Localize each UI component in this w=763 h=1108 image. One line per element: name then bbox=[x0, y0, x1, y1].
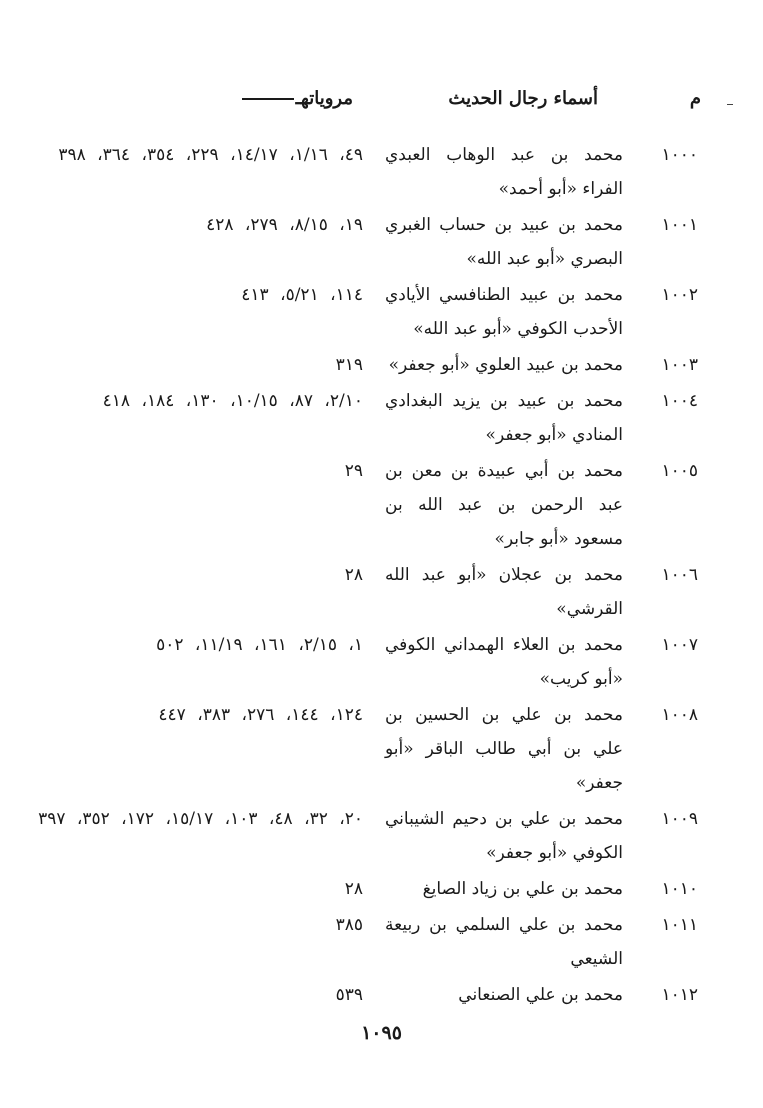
list-item bbox=[0, 454, 763, 558]
narration-refs: ٣٨٥ bbox=[335, 915, 363, 935]
narrator-name: محمد بن علي السلمي بن ربيعة الشيعي bbox=[385, 915, 623, 969]
narrators-list bbox=[0, 138, 763, 1014]
narrator-name: محمد بن علي الصنعاني bbox=[458, 985, 623, 1005]
entry-number: ١٠٠٠ bbox=[661, 145, 698, 165]
narration-refs: ٥٣٩ bbox=[335, 985, 363, 1005]
heading-kashida-rule bbox=[242, 98, 294, 100]
entry-number: ١٠٠٤ bbox=[661, 391, 698, 411]
entry-number: ١٠٠٦ bbox=[661, 565, 698, 585]
entry-number: ١٠٠٩ bbox=[661, 809, 698, 829]
narrator-name: محمد بن علي بن الحسين بن علي بن أبي طالب الباقر «أبو جعفر» bbox=[385, 705, 623, 793]
list-item bbox=[0, 208, 763, 278]
narrator-name: محمد بن عبيد بن يزيد البغدادي المنادي «أبو جعفر» bbox=[385, 391, 623, 445]
page-number: ١٠٩٥ bbox=[361, 1022, 402, 1044]
narrations-column-label: مروياتهـ bbox=[295, 88, 353, 109]
list-item bbox=[0, 384, 763, 454]
entry-number: ١٠٠١ bbox=[661, 215, 698, 235]
narration-refs: ٢/١٠، ٨٧، ١٠/١٥، ١٣٠، ١٨٤، ٤١٨ bbox=[102, 391, 363, 411]
number-column-heading: م bbox=[689, 88, 701, 109]
narrator-name: محمد بن أبي عبيدة بن معن بن عبد الرحمن بن عبد الله بن مسعود «أبو جابر» bbox=[385, 461, 623, 549]
entry-number: ١٠٠٨ bbox=[661, 705, 698, 725]
narrator-name: محمد بن عبد الوهاب العبدي الفراء «أبو أحمد» bbox=[385, 145, 623, 199]
list-item bbox=[0, 558, 763, 628]
narration-refs: ١١٤، ٥/٢١، ٤١٣ bbox=[241, 285, 363, 305]
entry-number: ١٠١٢ bbox=[661, 985, 698, 1005]
narrator-name: محمد بن عبيد الطنافسي الأيادي الأحدب الكوفي «أبو عبد الله» bbox=[385, 285, 623, 339]
narrations-column-heading bbox=[242, 88, 353, 109]
entry-number: ١٠٠٣ bbox=[661, 355, 698, 375]
list-item bbox=[0, 698, 763, 802]
list-item bbox=[0, 908, 763, 978]
narration-refs: ٢٨ bbox=[344, 565, 363, 585]
list-item bbox=[0, 872, 763, 908]
table-header bbox=[0, 88, 763, 118]
narrator-name: محمد بن علي بن زياد الصايغ bbox=[422, 879, 623, 899]
entry-number: ١٠٠٧ bbox=[661, 635, 698, 655]
entry-number: ١٠٠٢ bbox=[661, 285, 698, 305]
list-item bbox=[0, 802, 763, 872]
margin-mark bbox=[727, 104, 733, 105]
narration-refs: ١٩، ٨/١٥، ٢٧٩، ٤٢٨ bbox=[206, 215, 363, 235]
narrator-name: محمد بن عبيد العلوي «أبو جعفر» bbox=[388, 355, 623, 375]
narrator-name: محمد بن علي بن دحيم الشيباني الكوفي «أبو جعفر» bbox=[385, 809, 623, 863]
list-item bbox=[0, 138, 763, 208]
narration-refs: ٢٨ bbox=[344, 879, 363, 899]
narration-refs: ١، ٢/١٥، ١٦١، ١١/١٩، ٥٠٢ bbox=[156, 635, 363, 655]
entry-number: ١٠١٠ bbox=[661, 879, 698, 899]
list-item bbox=[0, 278, 763, 348]
narration-refs: ٢٩ bbox=[344, 461, 363, 481]
narration-refs: ٣١٩ bbox=[335, 355, 363, 375]
list-item bbox=[0, 348, 763, 384]
narrator-name: محمد بن العلاء الهمداني الكوفي «أبو كريب» bbox=[385, 635, 623, 689]
list-item bbox=[0, 978, 763, 1014]
narration-refs: ٢٠، ٣٢، ٤٨، ١٠٣، ١٥/١٧، ١٧٢، ٣٥٢، ٣٩٧ bbox=[38, 809, 363, 829]
list-item bbox=[0, 628, 763, 698]
narrator-name: محمد بن عبيد بن حساب الغبري البصري «أبو عبد الله» bbox=[385, 215, 623, 269]
entry-number: ١٠١١ bbox=[661, 915, 698, 935]
narrator-name: محمد بن عجلان «أبو عبد الله القرشي» bbox=[385, 565, 623, 619]
narration-refs: ١٢٤، ١٤٤، ٢٧٦، ٣٨٣، ٤٤٧ bbox=[158, 705, 363, 725]
names-column-heading: أسماء رجال الحديث bbox=[448, 88, 598, 109]
entry-number: ١٠٠٥ bbox=[661, 461, 698, 481]
narration-refs: ٤٩، ١/١٦، ١٤/١٧، ٢٢٩، ٣٥٤، ٣٦٤، ٣٩٨ bbox=[58, 145, 363, 165]
